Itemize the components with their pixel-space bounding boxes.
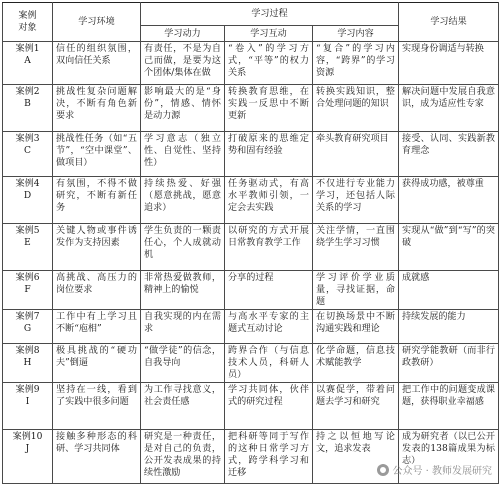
table-row	[3, 271, 499, 310]
wechat-icon	[377, 464, 389, 476]
env-cell: 接触多种形态的科研、学习共同体	[53, 430, 141, 484]
header-result: 学习结果	[399, 3, 499, 42]
table-row	[3, 132, 499, 177]
table-header	[3, 3, 499, 42]
result-cell: 实现从“做”到“写”的突破	[399, 224, 499, 271]
header-env: 学习环境	[53, 3, 141, 42]
content-cell: 以赛促学，带着问题去学习和研究	[313, 383, 399, 430]
motive-cell: 持续热爱、好强（愿意挑战，愿意追求）	[141, 177, 225, 224]
table-row	[3, 85, 499, 132]
motive-cell: 研究是一种责任，是对自己的负责，公开发表成果的持续性激励	[141, 430, 225, 484]
motive-cell: 学习意志（独立性、自觉性、坚持性）	[141, 132, 225, 177]
content-cell: 关注学情，一直围绕学生学习习惯	[313, 224, 399, 271]
case-cell: 案例1 A	[3, 42, 53, 85]
content-cell: “复合”的学习内容，“跨界”的学习资源	[313, 42, 399, 85]
content-cell: 在切换场景中不断沟通实践和理论	[313, 310, 399, 344]
result-cell: 研究学能教研（而非行政教研）	[399, 344, 499, 383]
env-cell: 工作中有上学习且不断“庖相”	[53, 310, 141, 344]
result-cell: 获得成功感，被尊重	[399, 177, 499, 224]
result-cell: 成就感	[399, 271, 499, 310]
content-cell: 持之以恒地写论文，追求发表	[313, 430, 399, 484]
table-row	[3, 310, 499, 344]
case-cell: 案例9 I	[3, 383, 53, 430]
header-case: 案例 对象	[3, 3, 53, 42]
env-cell: 高挑战、高压力的岗位要求	[53, 271, 141, 310]
interaction-cell: 打破原来的思维定势和固有经验	[225, 132, 313, 177]
interaction-cell: “卷入”的学习方式，“平等”的权力关系	[225, 42, 313, 85]
interaction-cell: 转换教育思维，在实践一反思中不断更新	[225, 85, 313, 132]
header-motive: 学习动力	[141, 26, 225, 42]
env-cell: 有氛围，不得不做研究，不断有新任务	[53, 177, 141, 224]
interaction-cell: 跨界合作（与信息技术人员，科研人员）	[225, 344, 313, 383]
table-row	[3, 42, 499, 85]
result-cell: 接受、认同、实践新教育理念	[399, 132, 499, 177]
interaction-cell: 学习共同体，伙伴式的研究过程	[225, 383, 313, 430]
case-study-table	[2, 2, 499, 484]
motive-cell: 影响最大的是“身份”，情感、情怀是动力源	[141, 85, 225, 132]
header-content: 学习内容	[313, 26, 399, 42]
motive-cell: 有责任，不是为自己而做，是要为这个团体/集体在做	[141, 42, 225, 85]
case-cell: 案例2 B	[3, 85, 53, 132]
header-process: 学习过程	[141, 3, 399, 26]
env-cell: 极具挑战的“硬功夫”倒逼	[53, 344, 141, 383]
content-cell: 化学命题，信息技术赋能教学	[313, 344, 399, 383]
watermark-text: 公众号 · 教师发展研究	[392, 466, 492, 477]
case-cell: 案例8 H	[3, 344, 53, 383]
env-cell: 挑战性复杂问题解决，不断有角色新要求	[53, 85, 141, 132]
case-cell: 案例10 J	[3, 430, 53, 484]
motive-cell: 学生负责的一颗责任心，个人成就动机	[141, 224, 225, 271]
motive-cell: 自我实现的内在需求	[141, 310, 225, 344]
table-row	[3, 383, 499, 430]
case-cell: 案例4 D	[3, 177, 53, 224]
case-cell: 案例7 G	[3, 310, 53, 344]
content-cell: 学习评价学业质量，寻找证据，命题	[313, 271, 399, 310]
motive-cell: “做学徒”的信念，自我导向	[141, 344, 225, 383]
case-cell: 案例3 C	[3, 132, 53, 177]
interaction-cell: 分享的过程	[225, 271, 313, 310]
result-cell: 实现身份调适与转换	[399, 42, 499, 85]
interaction-cell: 与高水平专家的主题式互动讨论	[225, 310, 313, 344]
watermark	[377, 462, 492, 477]
interaction-cell: 以研究的方式开展日常教育教学工作	[225, 224, 313, 271]
env-cell: 信任的组织氛围，双向信任关系	[53, 42, 141, 85]
case-cell: 案例5 E	[3, 224, 53, 271]
motive-cell: 为工作寻找意义，社会责任感	[141, 383, 225, 430]
content-cell: 不仅进行专业能力学习，还包括人际关系的学习	[313, 177, 399, 224]
content-cell: 牵头教育研究项目	[313, 132, 399, 177]
table-row	[3, 344, 499, 383]
env-cell: 坚持在一线，看到了实践中很多问题	[53, 383, 141, 430]
result-cell: 成为研究者（以已公开发表的138篇成果为标志）	[399, 430, 499, 484]
table-body	[3, 42, 499, 484]
content-cell: 转换实践知识，整合处理问题的知识	[313, 85, 399, 132]
case-cell: 案例6 F	[3, 271, 53, 310]
interaction-cell: 任务驱动式，有高水平教师引领，一定会去实践	[225, 177, 313, 224]
env-cell: 关键人物或事件诱发作为支持因素	[53, 224, 141, 271]
result-cell: 把工作中的问题变成课题，获得职业幸福感	[399, 383, 499, 430]
table-row	[3, 224, 499, 271]
header-interaction: 学习互动	[225, 26, 313, 42]
env-cell: 挑战性任务（如“五节”，“空中课堂”、做项目）	[53, 132, 141, 177]
interaction-cell: 把科研等同于写作的这种日常学习方式，跨学科学习和迁移	[225, 430, 313, 484]
result-cell: 解决问题中发展自我意识，成为适应性专家	[399, 85, 499, 132]
table-row	[3, 177, 499, 224]
result-cell: 持续发展的能力	[399, 310, 499, 344]
motive-cell: 非常热爱做教师，精神上的愉悦	[141, 271, 225, 310]
